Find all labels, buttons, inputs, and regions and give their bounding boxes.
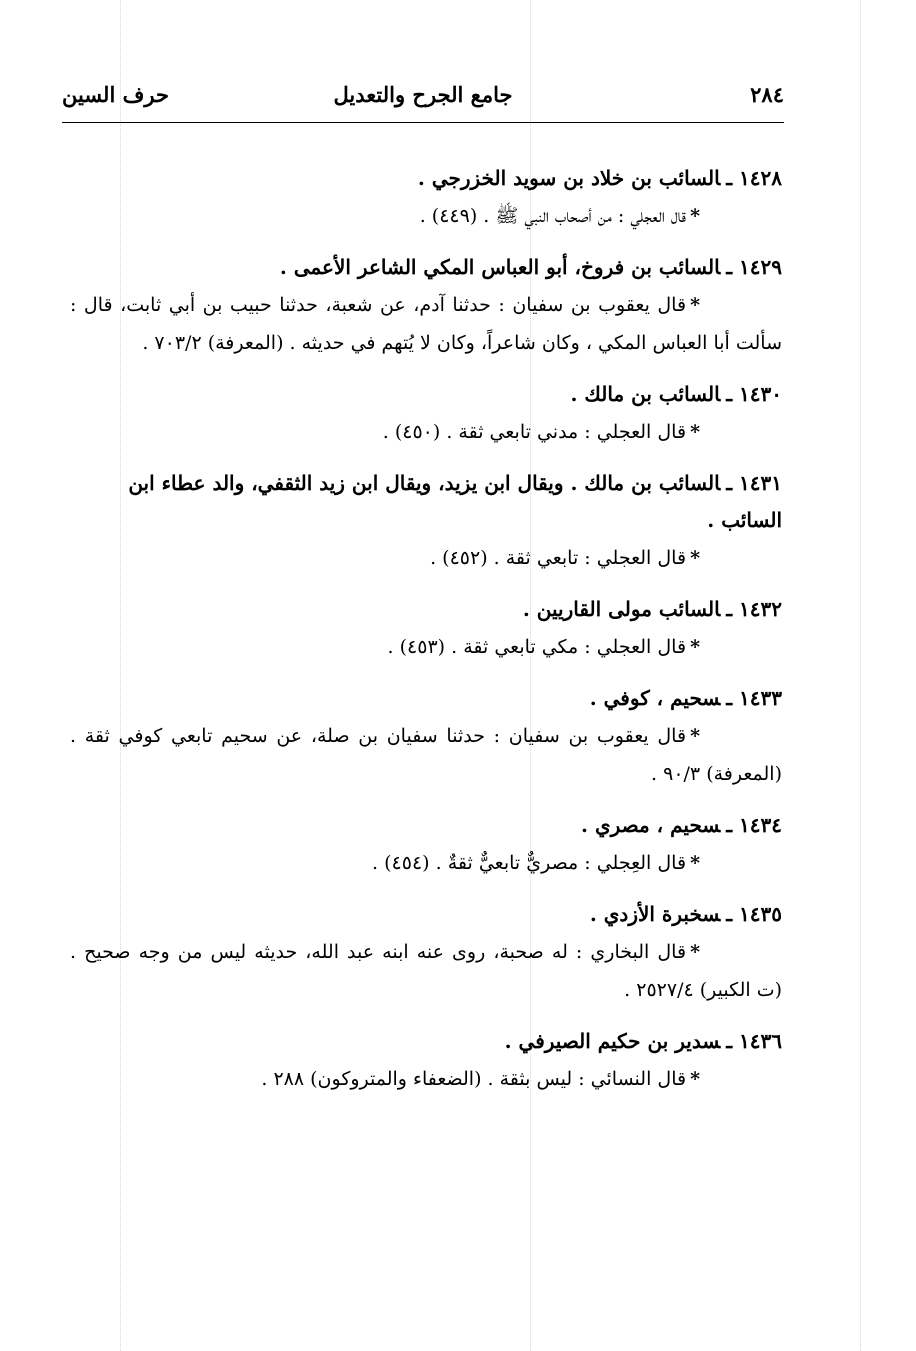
entry-title (70, 1023, 782, 1060)
entry-title (70, 680, 782, 717)
entry-title (70, 807, 782, 844)
entry (70, 896, 782, 1009)
entry-quote (70, 717, 782, 793)
entry-title (70, 896, 782, 933)
entry-quote (70, 933, 782, 1009)
quote-text: قال البخاري : له صحبة، روى عنه ابنه عبد الله، حديثه ليس من وجه صحيح . (ت الكبير) ٢٥٢٧/٤ . (70, 941, 782, 1001)
asterisk-icon: * (690, 205, 700, 227)
scan-guide-line (860, 0, 861, 1351)
entry-name: سحيم ، مصري . (581, 813, 721, 837)
quote-text: قال العجلي : من أصحاب النبي ﷺ . (٤٤٩) . (419, 205, 687, 227)
entry-number: ١٤٣٣ ـ (726, 686, 782, 710)
asterisk-icon: * (690, 852, 700, 874)
entry-name: السائب بن مالك . (570, 382, 721, 406)
quote-text: قال النسائي : ليس بثقة . (الضعفاء والمتروكون) ٢٨٨ . (261, 1068, 687, 1090)
entry-quote (70, 286, 782, 362)
page-header (62, 80, 784, 120)
entry-name: السائب بن فروخ، أبو العباس المكي الشاعر الأعمى . (279, 255, 721, 279)
entry-name: سدير بن حكيم الصيرفي . (504, 1029, 721, 1053)
entry (70, 465, 782, 577)
entry-quote (70, 413, 782, 451)
entry (70, 249, 782, 362)
quote-text: قال يعقوب بن سفيان : حدثنا آدم، عن شعبة، حدثنا حبيب بن أبي ثابت، قال : سألت أبا العباس المكي ، وكان شاعراً، وكان لا يُتهم في حديثه . (المعرفة) ٧٠٣/٢ . (70, 294, 782, 354)
entry-name: السائب مولى القاريين . (522, 597, 721, 621)
entry-number: ١٤٣٢ ـ (726, 597, 782, 621)
entries-list (70, 160, 782, 1112)
quote-text: قال العِجلي : مصريٌّ تابعيٌّ ثقةٌ . (٤٥٤) . (372, 852, 687, 874)
page-number: ٢٨٤ (750, 82, 784, 107)
entry-number: ١٤٢٨ ـ (726, 166, 782, 190)
section-title: حرف السين (62, 82, 169, 107)
entry-number: ١٤٣١ ـ (726, 471, 782, 495)
entry-number: ١٤٣٦ ـ (726, 1029, 782, 1053)
entry (70, 376, 782, 451)
asterisk-icon: * (690, 421, 700, 443)
entry-number: ١٤٢٩ ـ (726, 255, 782, 279)
book-title: جامع الجرح والتعديل (333, 82, 513, 107)
entry (70, 160, 782, 235)
entry (70, 807, 782, 882)
quote-text: قال العجلي : مدني تابعي ثقة . (٤٥٠) . (382, 421, 687, 443)
entry-name: سحيم ، كوفي . (589, 686, 721, 710)
entry (70, 591, 782, 666)
asterisk-icon: * (690, 294, 700, 316)
entry-name: سخبرة الأزدي . (589, 902, 721, 926)
entry-number: ١٤٣٠ ـ (726, 382, 782, 406)
entry-name: السائب بن خلاد بن سويد الخزرجي . (417, 166, 721, 190)
entry-quote (70, 844, 782, 882)
entry-quote (70, 1060, 782, 1098)
entry-name: السائب بن مالك . ويقال ابن يزيد، ويقال ابن زيد الثقفي، والد عطاء ابن السائب . (128, 471, 782, 532)
entry-number: ١٤٣٥ ـ (726, 902, 782, 926)
entry-title (70, 591, 782, 628)
asterisk-icon: * (690, 547, 700, 569)
asterisk-icon: * (690, 725, 700, 747)
header-rule (62, 122, 784, 123)
asterisk-icon: * (690, 636, 700, 658)
asterisk-icon: * (690, 1068, 700, 1090)
entry (70, 680, 782, 793)
entry-quote (70, 197, 782, 235)
entry-title (70, 465, 782, 539)
entry-quote (70, 628, 782, 666)
entry-quote (70, 539, 782, 577)
quote-text: قال العجلي : تابعي ثقة . (٤٥٢) . (430, 547, 687, 569)
entry-title (70, 160, 782, 197)
entry-number: ١٤٣٤ ـ (726, 813, 782, 837)
entry-title (70, 249, 782, 286)
quote-text: قال يعقوب بن سفيان : حدثنا سفيان بن صلة، عن سحيم تابعي كوفي ثقة . (المعرفة) ٩٠/٣ . (70, 725, 782, 785)
asterisk-icon: * (690, 941, 700, 963)
quote-text: قال العجلي : مكي تابعي ثقة . (٤٥٣) . (387, 636, 687, 658)
entry-title (70, 376, 782, 413)
entry (70, 1023, 782, 1098)
